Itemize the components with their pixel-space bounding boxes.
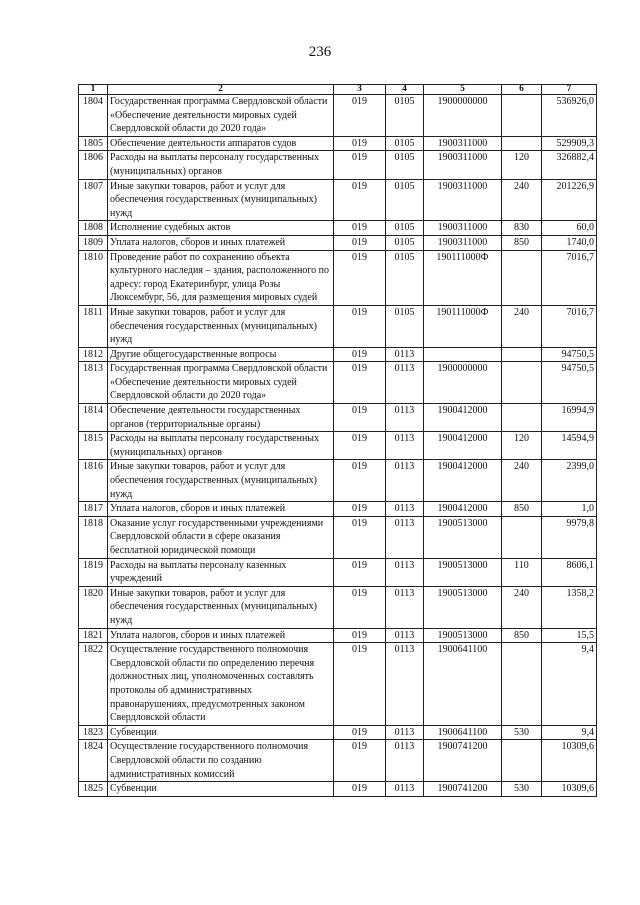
row-ministry-code: 019 [334, 95, 386, 137]
header-col-1: 1 [79, 85, 108, 95]
row-section-code: 0105 [386, 250, 424, 305]
row-number: 1809 [79, 235, 108, 250]
row-name: Государственная программа Свердловской области «Обеспечение деятельности мировых судей Свердловской области до 2020 года» [108, 362, 334, 404]
row-target-code: 190111000Ф [424, 305, 502, 347]
row-amount: 529909,3 [542, 136, 597, 151]
table-row [79, 782, 597, 797]
row-amount: 14594,9 [542, 432, 597, 460]
row-ministry-code: 019 [334, 179, 386, 221]
row-amount: 15,5 [542, 628, 597, 643]
table-row [79, 586, 597, 628]
row-number: 1817 [79, 502, 108, 517]
row-amount: 1358,2 [542, 586, 597, 628]
row-target-code: 1900412000 [424, 404, 502, 432]
row-name: Уплата налогов, сборов и иных платежей [108, 628, 334, 643]
row-section-code: 0113 [386, 502, 424, 517]
row-ministry-code: 019 [334, 151, 386, 179]
row-expense-type: 830 [502, 221, 542, 236]
row-name: Расходы на выплаты персоналу государственных (муниципальных) органов [108, 432, 334, 460]
table-row [79, 151, 597, 179]
row-section-code: 0105 [386, 136, 424, 151]
row-ministry-code: 019 [334, 643, 386, 726]
row-number: 1805 [79, 136, 108, 151]
table-row [79, 362, 597, 404]
row-target-code: 1900000000 [424, 362, 502, 404]
row-number: 1811 [79, 305, 108, 347]
table-row [79, 628, 597, 643]
row-target-code: 1900311000 [424, 235, 502, 250]
row-amount: 326882,4 [542, 151, 597, 179]
row-ministry-code: 019 [334, 305, 386, 347]
row-target-code: 1900311000 [424, 179, 502, 221]
row-target-code: 1900513000 [424, 516, 502, 558]
row-name: Обеспечение деятельности государственных органов (территориальные органы) [108, 404, 334, 432]
row-expense-type [502, 643, 542, 726]
row-target-code: 1900412000 [424, 432, 502, 460]
row-ministry-code: 019 [334, 235, 386, 250]
row-name: Уплата налогов, сборов и иных платежей [108, 502, 334, 517]
row-amount: 9,4 [542, 725, 597, 740]
row-name: Иные закупки товаров, работ и услуг для обеспечения государственных (муниципальных) нужд [108, 305, 334, 347]
row-ministry-code: 019 [334, 740, 386, 782]
row-amount: 10309,6 [542, 782, 597, 797]
row-expense-type: 240 [502, 305, 542, 347]
row-ministry-code: 019 [334, 221, 386, 236]
row-expense-type: 120 [502, 151, 542, 179]
row-section-code: 0105 [386, 221, 424, 236]
row-amount: 7016,7 [542, 250, 597, 305]
row-ministry-code: 019 [334, 586, 386, 628]
budget-table [78, 84, 597, 797]
row-expense-type: 850 [502, 235, 542, 250]
row-target-code: 1900741200 [424, 782, 502, 797]
table-row [79, 643, 597, 726]
row-number: 1816 [79, 460, 108, 502]
row-amount: 536926,0 [542, 95, 597, 137]
table-row [79, 235, 597, 250]
row-amount: 9979,8 [542, 516, 597, 558]
row-section-code: 0113 [386, 404, 424, 432]
row-section-code: 0113 [386, 347, 424, 362]
header-col-4: 4 [386, 85, 424, 95]
table-row [79, 725, 597, 740]
table-row [79, 740, 597, 782]
row-target-code: 1900000000 [424, 95, 502, 137]
row-target-code: 1900741200 [424, 740, 502, 782]
table-row [79, 347, 597, 362]
row-expense-type [502, 404, 542, 432]
row-section-code: 0113 [386, 725, 424, 740]
row-number: 1813 [79, 362, 108, 404]
row-name: Иные закупки товаров, работ и услуг для обеспечения государственных (муниципальных) нужд [108, 179, 334, 221]
table-row [79, 516, 597, 558]
row-amount: 2399,0 [542, 460, 597, 502]
row-number: 1818 [79, 516, 108, 558]
row-expense-type: 530 [502, 782, 542, 797]
row-name: Исполнение судебных актов [108, 221, 334, 236]
row-name: Оказание услуг государственными учреждениями Свердловской области в сфере оказания бесплатной юридической помощи [108, 516, 334, 558]
row-target-code: 1900513000 [424, 586, 502, 628]
row-section-code: 0113 [386, 586, 424, 628]
row-amount: 60,0 [542, 221, 597, 236]
row-expense-type: 240 [502, 179, 542, 221]
row-target-code: 1900311000 [424, 151, 502, 179]
row-ministry-code: 019 [334, 432, 386, 460]
row-amount: 1740,0 [542, 235, 597, 250]
row-name: Субвенции [108, 725, 334, 740]
table-row [79, 250, 597, 305]
row-section-code: 0105 [386, 235, 424, 250]
row-number: 1804 [79, 95, 108, 137]
table-row [79, 179, 597, 221]
table-row [79, 460, 597, 502]
row-ministry-code: 019 [334, 404, 386, 432]
table-row [79, 432, 597, 460]
row-ministry-code: 019 [334, 347, 386, 362]
row-expense-type: 530 [502, 725, 542, 740]
row-expense-type: 120 [502, 432, 542, 460]
row-ministry-code: 019 [334, 362, 386, 404]
row-expense-type [502, 347, 542, 362]
header-col-5: 5 [424, 85, 502, 95]
row-number: 1819 [79, 558, 108, 586]
row-ministry-code: 019 [334, 250, 386, 305]
row-number: 1814 [79, 404, 108, 432]
row-number: 1825 [79, 782, 108, 797]
row-expense-type: 240 [502, 460, 542, 502]
table-row [79, 404, 597, 432]
row-name: Субвенции [108, 782, 334, 797]
row-amount: 9,4 [542, 643, 597, 726]
table-row [79, 136, 597, 151]
row-number: 1810 [79, 250, 108, 305]
table-row [79, 502, 597, 517]
table-body [79, 95, 597, 797]
row-target-code: 1900412000 [424, 502, 502, 517]
row-number: 1820 [79, 586, 108, 628]
row-section-code: 0105 [386, 305, 424, 347]
row-expense-type: 240 [502, 586, 542, 628]
row-number: 1822 [79, 643, 108, 726]
row-ministry-code: 019 [334, 502, 386, 517]
row-name: Государственная программа Свердловской области «Обеспечение деятельности мировых судей Свердловской области до 2020 года» [108, 95, 334, 137]
row-section-code: 0113 [386, 782, 424, 797]
row-amount: 1,0 [542, 502, 597, 517]
row-expense-type [502, 740, 542, 782]
row-ministry-code: 019 [334, 725, 386, 740]
row-amount: 94750,5 [542, 362, 597, 404]
table-row [79, 558, 597, 586]
row-expense-type [502, 362, 542, 404]
row-number: 1812 [79, 347, 108, 362]
row-name: Иные закупки товаров, работ и услуг для обеспечения государственных (муниципальных) нужд [108, 460, 334, 502]
row-amount: 201226,9 [542, 179, 597, 221]
row-target-code: 1900513000 [424, 628, 502, 643]
row-name: Расходы на выплаты персоналу государственных (муниципальных) органов [108, 151, 334, 179]
row-expense-type [502, 136, 542, 151]
row-number: 1807 [79, 179, 108, 221]
row-amount: 7016,7 [542, 305, 597, 347]
row-expense-type: 850 [502, 502, 542, 517]
row-expense-type: 110 [502, 558, 542, 586]
row-ministry-code: 019 [334, 136, 386, 151]
row-amount: 10309,6 [542, 740, 597, 782]
row-name: Другие общегосударственные вопросы [108, 347, 334, 362]
row-name: Обеспечение деятельности аппаратов судов [108, 136, 334, 151]
header-col-7: 7 [542, 85, 597, 95]
row-ministry-code: 019 [334, 558, 386, 586]
table-row [79, 95, 597, 137]
row-ministry-code: 019 [334, 628, 386, 643]
row-section-code: 0113 [386, 628, 424, 643]
table-row [79, 305, 597, 347]
row-expense-type [502, 95, 542, 137]
row-number: 1815 [79, 432, 108, 460]
table-row [79, 221, 597, 236]
header-col-6: 6 [502, 85, 542, 95]
row-number: 1824 [79, 740, 108, 782]
row-expense-type [502, 250, 542, 305]
row-section-code: 0105 [386, 151, 424, 179]
row-section-code: 0113 [386, 740, 424, 782]
row-target-code: 1900412000 [424, 460, 502, 502]
row-section-code: 0113 [386, 460, 424, 502]
row-name: Осуществление государственного полномочия Свердловской области по определению перечня должностных лиц, уполномоченных составлять протоколы об административных правонарушениях, предусмотренных законом Свердловской области [108, 643, 334, 726]
row-amount: 16994,9 [542, 404, 597, 432]
row-name: Иные закупки товаров, работ и услуг для обеспечения государственных (муниципальных) нужд [108, 586, 334, 628]
page-number: 236 [308, 44, 332, 60]
row-section-code: 0113 [386, 643, 424, 726]
row-name: Проведение работ по сохранению объекта культурного наследия – здания, расположенного по адресу: город Екатеринбург, улица Розы Люксембург, 56, для размещения мировых судей [108, 250, 334, 305]
row-name: Уплата налогов, сборов и иных платежей [108, 235, 334, 250]
row-ministry-code: 019 [334, 516, 386, 558]
row-number: 1806 [79, 151, 108, 179]
row-target-code: 1900311000 [424, 221, 502, 236]
row-name: Расходы на выплаты персоналу казенных учреждений [108, 558, 334, 586]
table-header-row [79, 85, 597, 95]
row-target-code: 1900641100 [424, 725, 502, 740]
row-section-code: 0105 [386, 179, 424, 221]
row-target-code: 1900513000 [424, 558, 502, 586]
row-amount: 8606,1 [542, 558, 597, 586]
row-ministry-code: 019 [334, 782, 386, 797]
row-ministry-code: 019 [334, 460, 386, 502]
row-section-code: 0105 [386, 95, 424, 137]
row-section-code: 0113 [386, 516, 424, 558]
row-section-code: 0113 [386, 362, 424, 404]
row-section-code: 0113 [386, 432, 424, 460]
row-section-code: 0113 [386, 558, 424, 586]
header-col-3: 3 [334, 85, 386, 95]
row-expense-type: 850 [502, 628, 542, 643]
row-number: 1823 [79, 725, 108, 740]
row-target-code: 190111000Ф [424, 250, 502, 305]
row-number: 1821 [79, 628, 108, 643]
row-target-code: 1900311000 [424, 136, 502, 151]
row-amount: 94750,5 [542, 347, 597, 362]
row-number: 1808 [79, 221, 108, 236]
row-name: Осуществление государственного полномочия Свердловской области по созданию административных комиссий [108, 740, 334, 782]
row-target-code: 1900641100 [424, 643, 502, 726]
row-expense-type [502, 516, 542, 558]
row-target-code [424, 347, 502, 362]
header-col-2: 2 [108, 85, 334, 95]
